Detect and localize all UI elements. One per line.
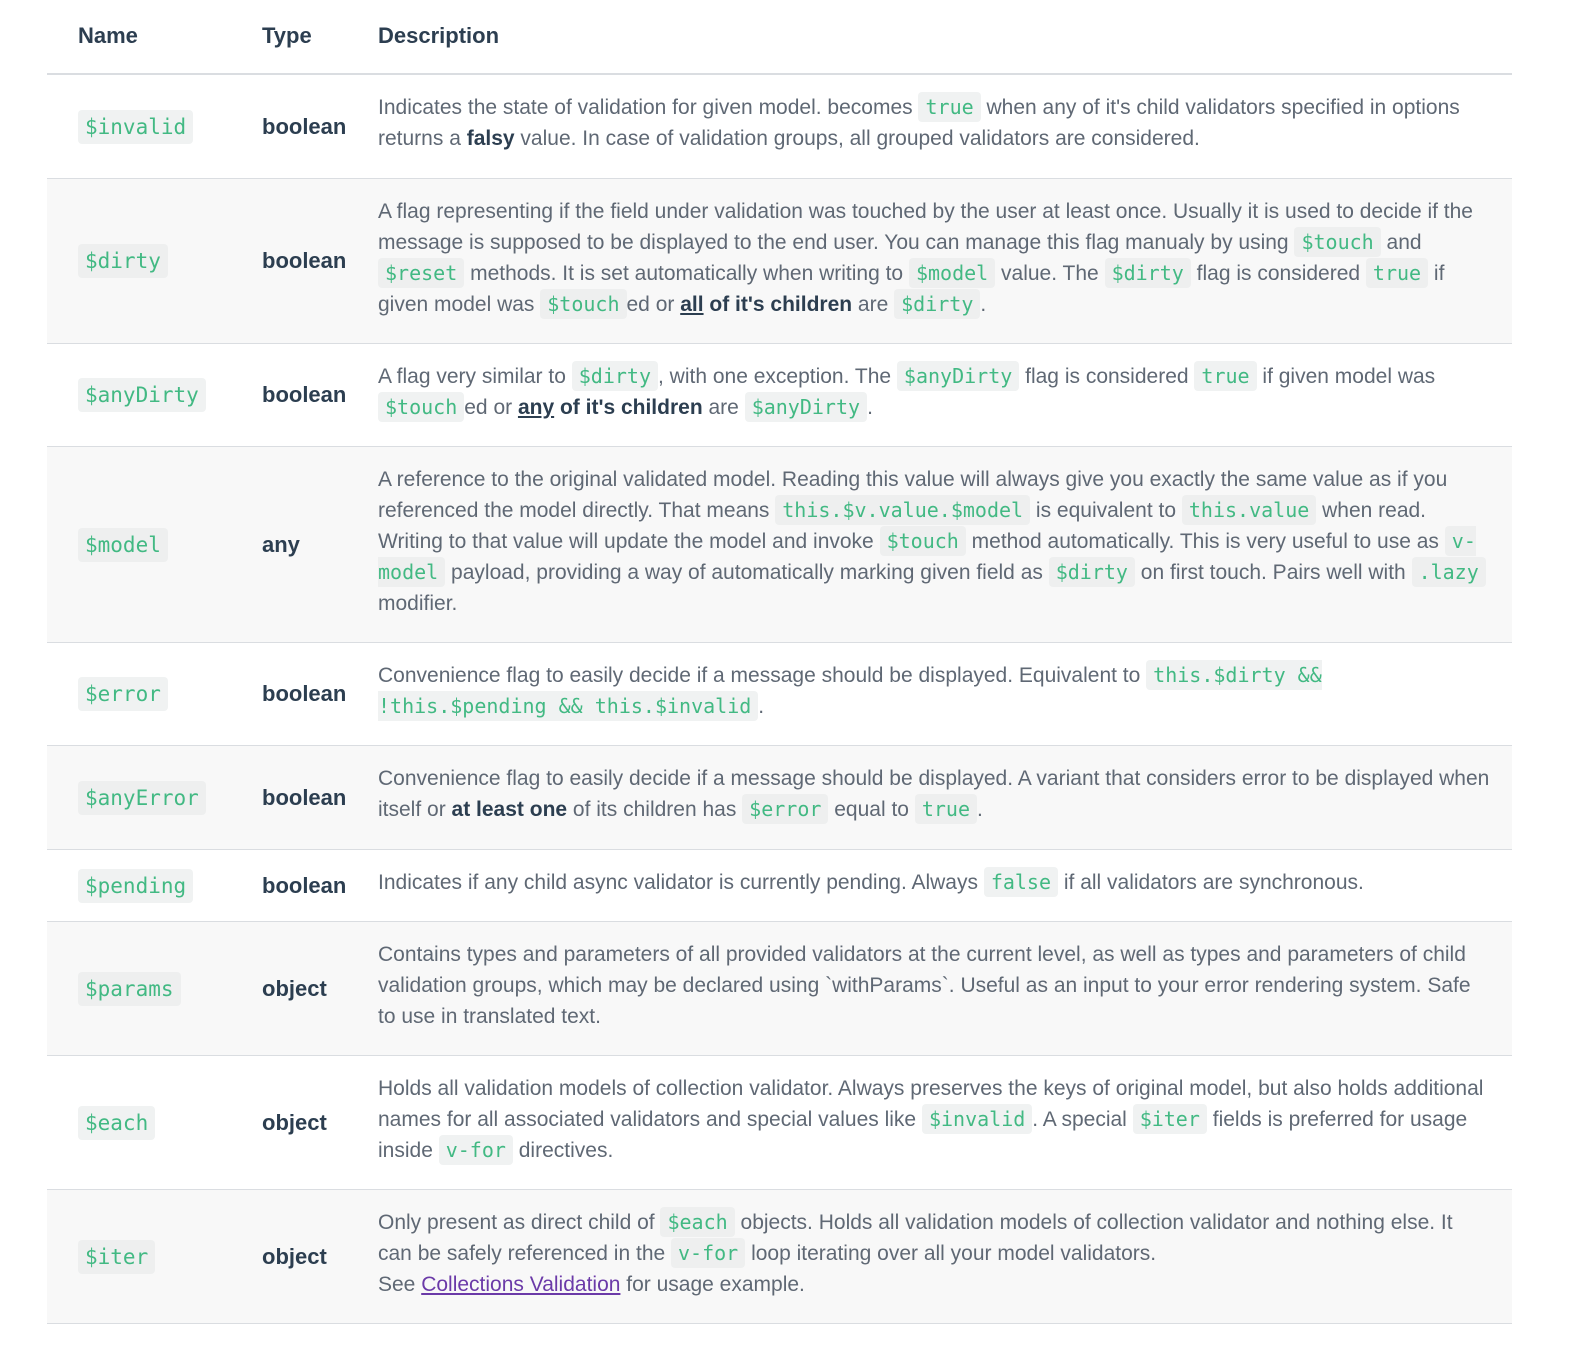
cell-name	[78, 75, 193, 178]
emphasis-underlined: all	[680, 293, 704, 316]
emphasis: of it's children	[554, 396, 703, 419]
inline-code: v-model	[378, 526, 1476, 587]
table-header	[47, 0, 1512, 75]
property-name: $dirty	[78, 244, 168, 278]
cell-name	[78, 179, 168, 343]
inline-code: this.$dirty && !this.$pending && this.$invalid	[378, 660, 1322, 721]
cell-name	[78, 922, 181, 1055]
inline-code: $touch	[540, 289, 626, 319]
inline-code: $each	[660, 1207, 734, 1237]
property-type: any	[262, 531, 300, 557]
property-description: Indicates if any child async validator is currently pending. Always false if all validators are synchronous.	[378, 850, 1512, 916]
property-name: $invalid	[78, 110, 193, 144]
property-type: object	[262, 975, 327, 1001]
table-row	[47, 922, 1512, 1056]
property-name: $anyDirty	[78, 378, 206, 412]
inline-code: v-for	[671, 1238, 745, 1268]
property-description: Convenience flag to easily decide if a message should be displayed. Equivalent to this.$dirty && !this.$pending && this.$invalid .	[378, 643, 1512, 740]
property-name: $each	[78, 1106, 155, 1140]
table-row	[47, 1190, 1512, 1324]
property-description: Contains types and parameters of all provided validators at the current level, as well as types and parameters of child validation groups, which may be declared using `withParams`. Useful as an input to your error rendering system. Safe to use in translated text.	[378, 943, 1471, 1028]
property-description: Holds all validation models of collection validator. Always preserves the keys of original model, but also holds additional names for all associated validators and special values like $invalid . A special $iter fields is preferred for usage inside v-for directives.	[378, 1056, 1512, 1184]
inline-code: v-for	[439, 1135, 513, 1165]
property-type: boolean	[262, 382, 347, 407]
inline-code: this.value	[1182, 495, 1316, 525]
inline-code: $anyDirty	[745, 392, 867, 422]
property-type: object	[262, 1243, 327, 1269]
table-row	[47, 447, 1512, 643]
table-row	[47, 75, 1512, 179]
inline-code: $touch	[880, 526, 966, 556]
property-type: boolean	[262, 872, 347, 898]
inline-code: true	[1194, 361, 1256, 391]
inline-code: $iter	[1133, 1104, 1207, 1134]
property-name: $params	[78, 972, 181, 1006]
inline-code: $touch	[378, 392, 464, 422]
cell-name	[78, 850, 193, 921]
property-name: $error	[78, 677, 168, 711]
table-body	[47, 75, 1512, 1324]
property-type: boolean	[262, 681, 347, 706]
inline-code: $dirty	[894, 289, 980, 319]
property-type: object	[262, 1109, 327, 1135]
emphasis: at least one	[451, 798, 568, 821]
emphasis: of it's children	[703, 293, 853, 316]
inline-code: $anyDirty	[897, 361, 1019, 391]
cell-name	[78, 1056, 155, 1189]
cell-name	[78, 643, 168, 745]
inline-code: true	[918, 92, 980, 122]
inline-code: $error	[742, 794, 828, 824]
inline-code: $dirty	[1105, 258, 1191, 288]
table-row	[47, 850, 1512, 922]
property-name: $anyError	[78, 781, 206, 815]
api-table	[47, 0, 1512, 1324]
property-description: A flag representing if the field under validation was touched by the user at least once. Usually it is used to decide if the message is supposed to be displayed to the end user. You can manage this flag manualy by using $touch and $reset methods. It is set automatically when writing to $model value. The $dirty flag is considered true if given model was $touch ed or all of it's children are $dirty .	[378, 179, 1512, 338]
inline-code: true	[915, 794, 977, 824]
inline-code: $touch	[1294, 227, 1380, 257]
inline-code: $invalid	[922, 1104, 1032, 1134]
table-row	[47, 344, 1512, 447]
property-description: A reference to the original validated model. Reading this value will always give you exactly the same value as if you referenced the model directly. That means this.$v.value.$model is equivalent to this.value when read. Writing to that value will update the model and invoke $touch method automatically. This is very useful to use as v-model payload, providing a way of automatically marking given field as $dirty on first touch. Pairs well with .lazy modifier.	[378, 447, 1512, 637]
property-type: boolean	[262, 113, 347, 139]
cell-name	[78, 447, 168, 642]
cell-name	[78, 344, 206, 446]
inline-code: .lazy	[1412, 557, 1486, 587]
inline-code: $dirty	[1049, 557, 1135, 587]
property-description: A flag very similar to $dirty , with one exception. The $anyDirty flag is considered true if given model was $touch ed or any of it's children are $anyDirty .	[378, 344, 1512, 441]
table-row	[47, 1056, 1512, 1190]
property-description: Only present as direct child of $each objects. Holds all validation models of collection validator and nothing else. It can be safely referenced in the v-for loop iterating over all your model validators. See Collections Validation for usage example.	[378, 1190, 1512, 1318]
property-description: Indicates the state of validation for given model. becomes true when any of it's child validators specified in options returns a falsy value. In case of validation groups, all grouped validators are considered.	[378, 75, 1512, 172]
inline-code: false	[984, 867, 1058, 897]
inline-code: $reset	[378, 258, 464, 288]
cell-name	[78, 1190, 155, 1323]
emphasis: falsy	[466, 127, 515, 150]
property-name: $model	[78, 528, 168, 562]
header-name: Name	[78, 23, 138, 48]
header-type: Type	[262, 23, 312, 48]
cell-name	[78, 746, 206, 849]
emphasis-underlined: any	[517, 396, 555, 419]
property-description: Convenience flag to easily decide if a message should be displayed. A variant that considers error to be displayed when itself or at least one of its children has $error equal to true .	[378, 746, 1512, 843]
property-name: $pending	[78, 869, 193, 903]
inline-code: this.$v.value.$model	[775, 495, 1030, 525]
header-description: Description	[378, 23, 500, 48]
table-row	[47, 179, 1512, 344]
property-type: boolean	[262, 784, 347, 810]
inline-code: $dirty	[572, 361, 658, 391]
collections-validation-link[interactable]: Collections Validation	[421, 1273, 621, 1296]
inline-code: true	[1366, 258, 1428, 288]
inline-code: $model	[909, 258, 995, 288]
table-row	[47, 746, 1512, 850]
property-name: $iter	[78, 1240, 155, 1274]
table-row	[47, 643, 1512, 746]
property-type: boolean	[262, 248, 347, 273]
